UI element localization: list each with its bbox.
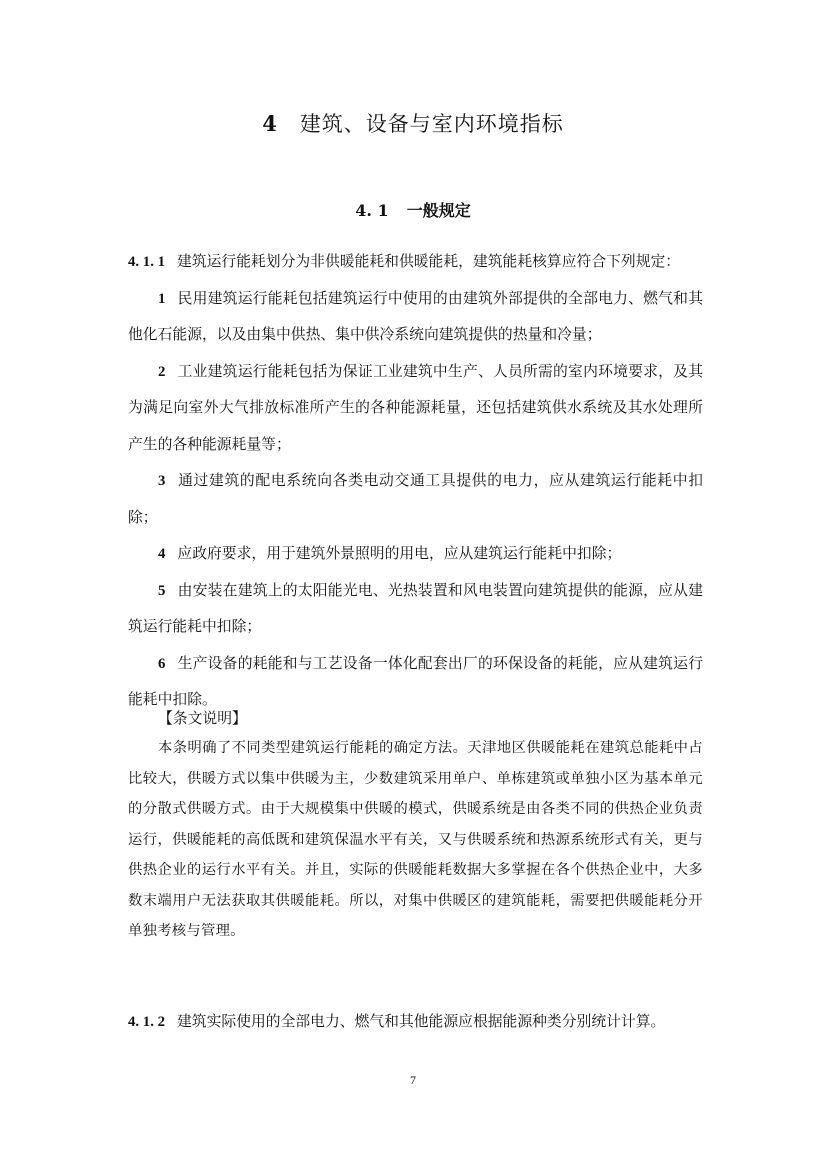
item-text: 通过建筑的配电系统向各类电动交通工具提供的电力，应从建筑运行能耗中扣除； bbox=[128, 472, 703, 526]
clause-text: 建筑实际使用的全部电力、燃气和其他能源应根据能源种类分别统计计算。 bbox=[177, 1013, 666, 1030]
chapter-number: 4 bbox=[262, 111, 278, 136]
item-number: 2 bbox=[158, 363, 166, 380]
item-text: 民用建筑运行能耗包括建筑运行中使用的由建筑外部提供的全部电力、燃气和其他化石能源，以及由集中供热、集中供冷系统向建筑提供的热量和冷量； bbox=[128, 289, 703, 343]
explanation-heading-block bbox=[128, 704, 703, 734]
explanation-heading: 【条文说明】 bbox=[158, 710, 247, 727]
page-number: 7 bbox=[410, 1073, 416, 1087]
clause-item bbox=[128, 354, 703, 464]
item-text: 由安装在建筑上的太阳能光电、光热装置和风电装置向建筑提供的能源，应从建筑运行能耗中扣除； bbox=[128, 581, 703, 635]
clause-item bbox=[128, 463, 703, 536]
chapter-title bbox=[0, 108, 826, 138]
item-number: 6 bbox=[158, 655, 166, 672]
item-number: 1 bbox=[158, 290, 166, 307]
clause-4-1-2 bbox=[128, 1004, 703, 1041]
section-number: 4. 1 bbox=[355, 201, 389, 220]
clause-4-1-2-text-paragraph bbox=[128, 1004, 703, 1041]
item-number: 3 bbox=[158, 473, 166, 489]
explanation-text: 本条明确了不同类型建筑运行能耗的确定方法。天津地区供暖能耗在建筑总能耗中占比较大，供暖方式以集中供暖为主，少数建筑采用单户、单栋建筑或单独小区为基本单元的分散式供暖方式。由于大规模集中供暖的模式，供暖系统是由各类不同的供热企业负责运行，供暖能耗的高低既和建筑保温水平有关，又与供暖系统和热源系统形式有关，更与供热企业的运行水平有关。并且，实际的供暖能耗数据大多掌握在各个供热企业中，大多数末端用户无法获取其供暖能耗。所以，对集中供暖区的建筑能耗，需要把供暖能耗分开单独考核与管理。 bbox=[128, 740, 703, 939]
clause-item bbox=[128, 573, 703, 646]
section-title-text: 一般规定 bbox=[406, 201, 471, 220]
section-title bbox=[0, 198, 826, 221]
clause-4-1-1-text-paragraph bbox=[128, 244, 703, 281]
explanation-block bbox=[128, 733, 703, 947]
clause-4-1-1 bbox=[128, 244, 703, 719]
item-text: 工业建筑运行能耗包括为保证工业建筑中生产、人员所需的室内环境要求，及其为满足向室外大气排放标准所产生的各种能源耗量，还包括建筑供水系统及其水处理所产生的各种能源耗量等； bbox=[128, 362, 703, 453]
item-number: 4 bbox=[158, 546, 166, 562]
item-text: 生产设备的耗能和与工艺设备一体化配套出厂的环保设备的耗能，应从建筑运行能耗中扣除。 bbox=[128, 654, 703, 708]
clause-item bbox=[128, 536, 703, 573]
item-number: 5 bbox=[158, 582, 166, 599]
clause-number: 4. 1. 2 bbox=[128, 1014, 165, 1030]
clause-number: 4. 1. 1 bbox=[128, 254, 165, 270]
item-text: 应政府要求，用于建筑外景照明的用电，应从建筑运行能耗中扣除； bbox=[177, 545, 622, 562]
clause-item bbox=[128, 281, 703, 354]
clause-text: 建筑运行能耗划分为非供暖能耗和供暖能耗，建筑能耗核算应符合下列规定： bbox=[177, 253, 681, 270]
chapter-title-text: 建筑、设备与室内环境指标 bbox=[299, 112, 564, 136]
